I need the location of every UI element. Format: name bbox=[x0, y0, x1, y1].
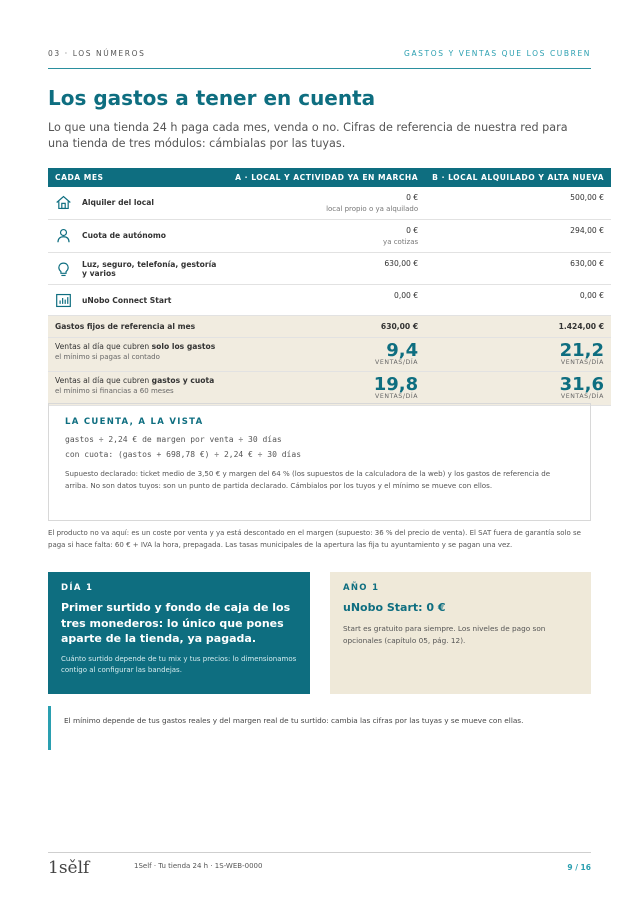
row-label: Cuota de autónomo bbox=[82, 231, 166, 240]
topic-label: GASTOS Y VENTAS QUE LOS CUBREN bbox=[404, 49, 591, 58]
calculation-note: Supuesto declarado: ticket medio de 3,50 € y margen del 64 % (los supuestos de la calculadora de la web) y los gastos de referencia de arriba. No son datos tuyos: son un punto de partida declarado. Cámbialos por los tuyos y el mínimo se mueve con ellos. bbox=[65, 469, 551, 490]
formula-basic: gastos ÷ 2,24 € de margen por venta ÷ 30 días bbox=[65, 435, 282, 444]
value-a: 630,00 € bbox=[384, 259, 419, 268]
sales-unit: VENTAS/DÍA bbox=[375, 359, 419, 366]
value-b: 294,00 € bbox=[570, 226, 604, 235]
value-b: 500,00 € bbox=[570, 193, 604, 202]
sales-label-bold: solo los gastos bbox=[151, 342, 216, 351]
calculation-box bbox=[48, 403, 591, 521]
home-icon bbox=[55, 194, 72, 211]
value-a-note: local propio o ya alquilado bbox=[326, 205, 419, 213]
value-a: 0,00 € bbox=[393, 291, 419, 300]
formula-with-fee: con cuota: (gastos + 698,78 €) ÷ 2,24 € ÷ 30 días bbox=[65, 450, 302, 459]
year-one-main: uNobo Start: 0 € bbox=[343, 601, 446, 614]
page-number: 9 / 16 bbox=[567, 863, 591, 872]
total-a: 630,00 € bbox=[228, 316, 425, 338]
value-a: 0 € bbox=[406, 226, 419, 235]
sales-b: 31,6 bbox=[559, 374, 604, 395]
person-icon bbox=[55, 227, 72, 244]
table-header-row bbox=[48, 168, 611, 187]
lightbulb-icon bbox=[55, 261, 72, 278]
day-one-main: Primer surtido y fondo de caja de los tres monederos: lo único que pones aparte de la tienda, ya pagada. bbox=[61, 601, 291, 645]
calculation-heading: LA CUENTA, A LA VISTA bbox=[65, 417, 204, 427]
table-row bbox=[48, 187, 611, 220]
sales-b: 21,2 bbox=[559, 340, 604, 361]
sales-unit: VENTAS/DÍA bbox=[560, 359, 604, 366]
chart-icon bbox=[55, 292, 72, 309]
sales-label: Ventas al día que cubren bbox=[55, 342, 152, 351]
day-one-card bbox=[48, 572, 310, 694]
intro-text: Lo que una tienda 24 h paga cada mes, venda o no. Cifras de referencia de nuestra red para una tienda de tres módulos: cámbialas por las tuyas. bbox=[48, 121, 568, 150]
row-label: uNobo Connect Start bbox=[82, 296, 172, 305]
year-one-note: Start es gratuito para siempre. Los niveles de pago son opcionales (capítulo 05, pág. 12). bbox=[343, 624, 546, 645]
sales-label: Ventas al día que cubren bbox=[55, 376, 152, 385]
product-note: El producto no va aquí: es un coste por venta y ya está descontado en el margen (supuesto: 36 % del precio de venta). El SAT fuera de garantía solo se paga si hace falta: 60 € + IVA la hora, prepagada. Las tasas municipales de la apertura las fija tu ayuntamiento y se pagan una vez. bbox=[48, 529, 581, 549]
value-a: 0 € bbox=[406, 193, 419, 202]
sales-label-bold: gastos y cuota bbox=[151, 376, 215, 385]
total-row bbox=[48, 316, 611, 338]
sales-unit: VENTAS/DÍA bbox=[560, 393, 604, 400]
page-header bbox=[48, 49, 591, 69]
callout-note: El mínimo depende de tus gastos reales y del margen real de tu surtido: cambia las cifras por las tuyas y se mueve con ellas. bbox=[48, 706, 591, 750]
year-one-heading: AÑO 1 bbox=[343, 583, 380, 593]
table-row bbox=[48, 285, 611, 316]
footer-label: 1Self · Tu tienda 24 h · 1S-WEB-0000 bbox=[134, 862, 263, 870]
sales-a: 9,4 bbox=[386, 340, 419, 361]
column-header: A · LOCAL Y ACTIVIDAD YA EN MARCHA bbox=[228, 168, 425, 187]
costs-table bbox=[48, 168, 611, 406]
sales-sub: el mínimo si financias a 60 meses bbox=[55, 387, 174, 395]
sales-a: 19,8 bbox=[373, 374, 419, 395]
sales-sub: el mínimo si pagas al contado bbox=[55, 353, 160, 361]
value-b: 0,00 € bbox=[579, 291, 604, 300]
sales-row bbox=[48, 372, 611, 406]
table-row bbox=[48, 253, 611, 285]
column-header: CADA MES bbox=[48, 168, 228, 187]
page-footer bbox=[48, 852, 591, 882]
row-label: Luz, seguro, telefonía, gestoría y varios bbox=[82, 260, 217, 278]
column-header: B · LOCAL ALQUILADO Y ALTA NUEVA bbox=[425, 168, 611, 187]
total-label: Gastos fijos de referencia al mes bbox=[48, 316, 228, 338]
day-one-heading: DÍA 1 bbox=[61, 583, 94, 593]
total-b: 1.424,00 € bbox=[425, 316, 611, 338]
year-one-card bbox=[330, 572, 591, 694]
section-label: 03 · LOS NÚMEROS bbox=[48, 49, 146, 58]
sales-unit: VENTAS/DÍA bbox=[375, 393, 419, 400]
page-title: Los gastos a tener en cuenta bbox=[48, 86, 376, 110]
brand-logo: 1sělf bbox=[48, 858, 90, 878]
row-label: Alquiler del local bbox=[82, 198, 154, 207]
value-a-note: ya cotizas bbox=[383, 238, 419, 246]
value-b: 630,00 € bbox=[570, 259, 604, 268]
sales-row bbox=[48, 338, 611, 372]
day-one-note: Cuánto surtido depende de tu mix y tus precios: lo dimensionamos contigo al configurar las bandejas. bbox=[61, 654, 297, 674]
table-row bbox=[48, 220, 611, 253]
